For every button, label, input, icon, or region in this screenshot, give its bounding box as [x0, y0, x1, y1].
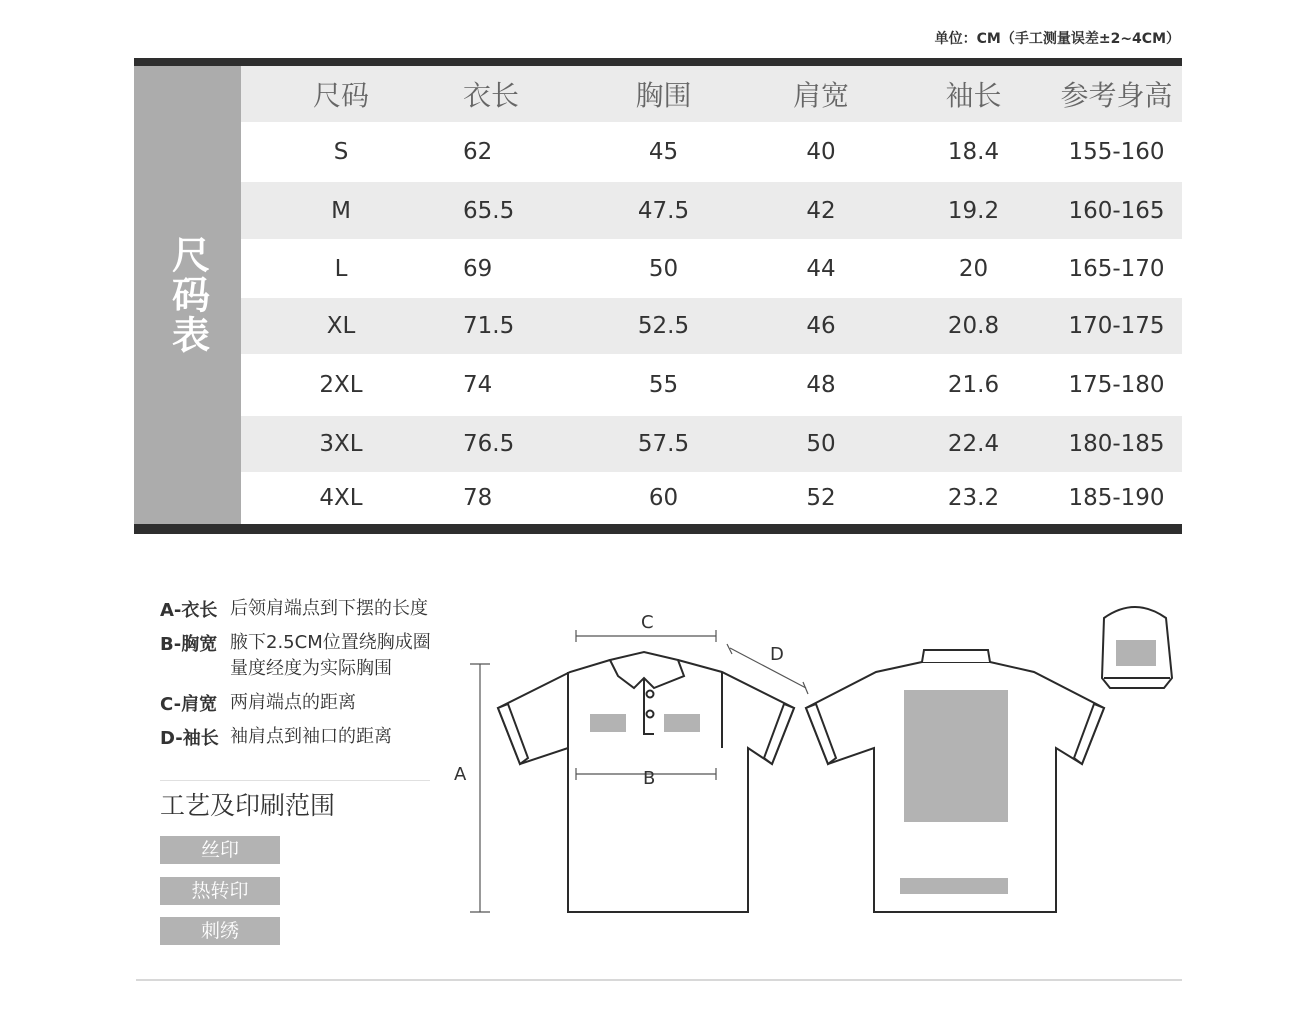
table-cell: 185-190 [1068, 485, 1165, 511]
table-row [241, 239, 1182, 298]
table-cell: 52.5 [637, 313, 690, 339]
table-cell: 22.4 [947, 431, 1000, 457]
table-row [241, 298, 1182, 354]
label-d: D [770, 644, 784, 665]
front-left-print-area [590, 714, 626, 732]
table-cell: L [334, 255, 348, 282]
table-cell: 71.5 [463, 313, 515, 339]
front-right-print-area [664, 714, 700, 732]
legend-item [160, 724, 450, 750]
table-cell: 69 [463, 255, 493, 282]
table-cell: 47.5 [637, 197, 690, 224]
table-header-row [241, 66, 1182, 122]
table-cell: XL [326, 313, 356, 339]
table-cell: 48 [806, 372, 836, 398]
table-cell: 78 [463, 485, 493, 511]
header-cell: 尺码 [312, 79, 369, 112]
table-cell: 160-165 [1068, 197, 1165, 224]
table-cell: 60 [648, 485, 679, 511]
table-top-border [134, 58, 1182, 66]
table-cell: 50 [648, 255, 679, 282]
table-cell: 155-160 [1068, 139, 1165, 165]
table-cell: 180-185 [1068, 431, 1165, 457]
header-cell: 肩宽 [792, 79, 849, 112]
table-cell: 74 [463, 372, 493, 398]
legend-key: C-肩宽 [160, 694, 218, 715]
footer-divider [136, 979, 1182, 981]
legend-desc: 两肩端点的距离 [230, 692, 356, 713]
table-cell: 20.8 [947, 313, 1000, 339]
table-cell: 65.5 [463, 197, 515, 224]
back-hem-print-area [900, 878, 1008, 894]
size-table [241, 66, 1182, 524]
table-cell: 52 [806, 485, 836, 511]
table-cell: 46 [806, 313, 836, 339]
table-cell: 165-170 [1068, 255, 1165, 282]
craft-tag: 热转印 [160, 877, 280, 905]
craft-title: 工艺及印刷范围 [160, 791, 336, 820]
header-cell: 胸围 [635, 79, 692, 112]
table-row [241, 416, 1182, 472]
table-cell: 18.4 [947, 139, 1000, 165]
legend-item [160, 630, 450, 682]
table-cell: 21.6 [947, 372, 1000, 398]
table-cell: 62 [463, 139, 493, 165]
table-cell: M [331, 197, 351, 224]
polo-shirt-diagram [440, 600, 1180, 920]
table-row [241, 354, 1182, 416]
table-cell: 44 [806, 255, 836, 282]
legend-desc: 腋下2.5CM位置绕胸成圈量度经度为实际胸围 [230, 632, 431, 679]
header-cell: 衣长 [463, 79, 520, 112]
label-c: C [641, 612, 654, 633]
table-cell: 40 [806, 139, 836, 165]
measurement-legend [160, 596, 450, 758]
legend-desc: 袖肩点到袖口的距离 [230, 726, 392, 747]
table-cell: 55 [648, 372, 679, 398]
craft-tag: 刺绣 [160, 917, 280, 945]
table-row [241, 182, 1182, 239]
table-cell: 3XL [319, 431, 363, 457]
side-label-text: 尺码表 [165, 235, 210, 355]
unit-note: 单位：CM（手工测量误差±2~4CM） [934, 31, 1180, 47]
table-cell: 23.2 [947, 485, 1000, 511]
table-cell: 57.5 [637, 431, 690, 457]
table-cell: 170-175 [1068, 313, 1165, 339]
legend-item [160, 596, 450, 622]
table-row [241, 472, 1182, 524]
back-print-area [904, 690, 1008, 822]
sleeve-print-area [1116, 640, 1156, 666]
size-chart-side-label [134, 66, 241, 524]
legend-key: A-衣长 [160, 600, 218, 621]
table-bottom-border [134, 524, 1182, 534]
legend-desc: 后领肩端点到下摆的长度 [230, 598, 428, 619]
table-cell: 2XL [319, 372, 363, 398]
legend-key: B-胸宽 [160, 634, 218, 655]
table-cell: 4XL [319, 485, 363, 511]
header-cell: 袖长 [945, 79, 1002, 112]
table-cell: 175-180 [1068, 372, 1165, 398]
table-cell: S [333, 139, 349, 165]
table-cell: 42 [806, 197, 836, 224]
table-cell: 76.5 [463, 431, 515, 457]
table-row [241, 122, 1182, 182]
table-cell: 45 [648, 139, 679, 165]
header-cell: 参考身高 [1060, 79, 1173, 112]
legend-item [160, 690, 450, 716]
legend-divider [160, 780, 430, 781]
table-cell: 50 [806, 431, 836, 457]
table-cell: 20 [958, 255, 989, 282]
table-cell: 19.2 [947, 197, 1000, 224]
craft-tag: 丝印 [160, 836, 280, 864]
label-b: B [643, 768, 656, 789]
legend-key: D-袖长 [160, 728, 219, 749]
label-a: A [454, 764, 467, 785]
